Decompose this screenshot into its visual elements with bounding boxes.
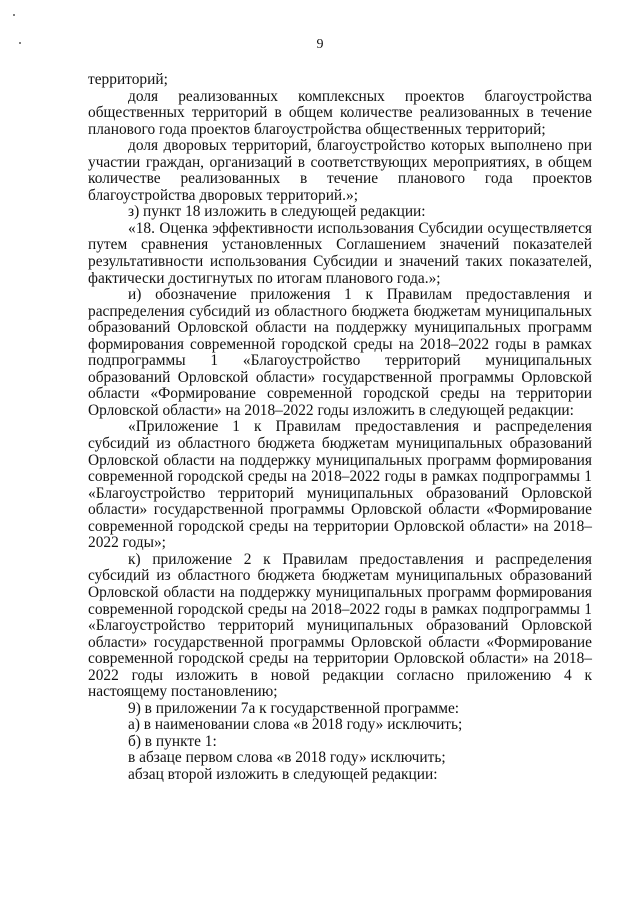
paragraph: 9) в приложении 7а к государственной программе: <box>128 699 460 717</box>
paragraph: «Приложение 1 к Правилам предоставления и распределения субсидий из областного бюджета бюджетам муниципальных образований Орловской области на поддержку муниципальных программ формирования современной городской среды на 2018–2022 годы в рамках подпрограммы 1 «Благоустройство территорий муниципальных образований Орловской области» государственной программы Орловской области «Формирование современной городской среды на территории Орловской области» на 2018–2022 годы»; <box>88 418 592 552</box>
paragraph: абзац второй изложить в следующей редакции: <box>128 765 438 783</box>
paragraph: б) в пункте 1: <box>128 732 217 750</box>
paragraph: к) приложение 2 к Правилам предоставления и распределения субсидий из областного бюджета бюджетам муниципальных образований Орловской области на поддержку муниципальных программ формирования современной городской среды на 2018–2022 годы в рамках подпрограммы 1 «Благоустройство территорий муниципальных образований Орловской области» государственной программы Орловской области «Формирование современной городской среды на территории Орловской области» на 2018–2022 годы изложить в новой редакции согласно приложению 4 к настоящему постановлению; <box>88 550 592 701</box>
paragraph: з) пункт 18 изложить в следующей редакции: <box>128 203 426 221</box>
paragraph: доля дворовых территорий, благоустройство которых выполнено при участии граждан, организаций в соответствующих мероприятиях, в общем количестве реализованных в течение планового года проектов благоустройства дворовых территорий.»; <box>88 137 592 204</box>
paragraph: территорий; <box>88 71 168 88</box>
paragraph: «18. Оценка эффективности использования Субсидии осуществляется путем сравнения установленных Соглашением значений показателей результативности использования Субсидии и значений таких показателей, фактически достигнутых по итогам планового года.»; <box>88 219 592 287</box>
paragraph: и) обозначение приложения 1 к Правилам предоставления и распределения субсидий из областного бюджета бюджетам муниципальных образований Орловской области на поддержку муниципальных программ формирования современной городской среды на 2018–2022 годы в рамках подпрограммы 1 «Благоустройство территорий муниципальных образований Орловской области» государственной программы Орловской области «Формирование современной городской среды на территории Орловской области» на 2018–2022 годы изложить в следующей редакции: <box>88 286 592 419</box>
document-body <box>88 72 592 784</box>
paragraph: доля реализованных комплексных проектов благоустройства общественных территорий в общем количестве реализованных в течение планового года проектов благоустройства общественных территорий; <box>88 87 592 138</box>
scan-speck <box>13 14 15 16</box>
page-number: 9 <box>316 37 324 52</box>
paragraph: в абзаце первом слова «в 2018 году» исключить; <box>128 749 446 767</box>
paragraph: а) в наименовании слова «в 2018 году» исключить; <box>128 716 463 734</box>
